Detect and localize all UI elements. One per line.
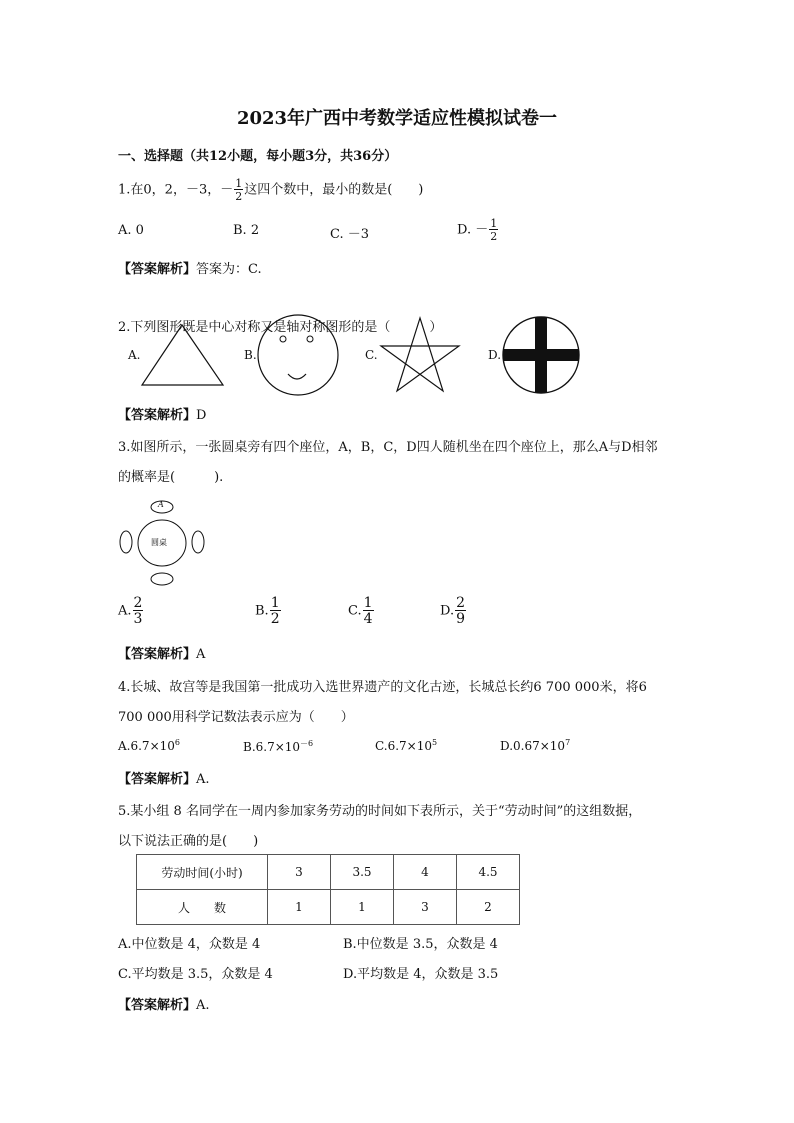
row-cell: 1 [331,890,394,925]
seat-bottom [151,573,173,585]
q4-option-a: $A.6.7\times 10^6$ [118,738,180,753]
q3-option-b: B. $\frac{1}{2}$ [255,595,280,627]
q5-option-b: B.中位数是 3.5，众数是 4 [343,937,498,952]
q1-option-c: C. －3 [330,227,370,242]
q4-option-d: $D.0.67\times 10^7$ [500,738,571,753]
table-row [137,890,520,925]
q2-label-d: D. [488,348,502,362]
page-title: 2023年广西中考数学适应性模拟试卷一 [236,108,558,129]
header-cell: 3 [268,855,331,890]
q2-label-c: C. [365,348,378,362]
header-cell: 4 [394,855,457,890]
table-label: 圆桌 [151,538,167,547]
q5-line1: 5.某小组 8 名同学在一周内参加家务劳动的时间如下表所示，关于“劳动时间”的这组数据， [118,804,642,819]
row-cell: 3 [394,890,457,925]
q1-fraction: $\frac{1}{2}$ [235,177,243,203]
q1-stem: 1.在0，2，－3，－ $\frac{1}{2}$ 这四个数中，最小的数是( ) [118,177,424,203]
table-row [137,855,520,890]
q4-line2: 700 000用科学记数法表示应为（ ） [118,710,354,725]
labor-time-table [136,854,520,925]
seat-left [120,531,132,553]
q1-option-a: A. 0 [118,223,144,238]
q3-option-a: A. $\frac{2}{3}$ [118,595,143,627]
q2-label-a: A. [128,348,141,362]
q2-answer: 【答案解析】D [118,408,207,423]
q3-option-d: D. $\frac{2}{9}$ [440,595,466,627]
q5-option-c: C.平均数是 3.5，众数是 4 [118,967,273,982]
seat-a-label: A [158,500,164,509]
q5-line2: 以下说法正确的是( ) [118,834,259,849]
row-cell: 人 数 [137,890,268,925]
q3-answer: 【答案解析】A [118,647,206,662]
q2-stem: 2.下列图形既是中心对称又是轴对称图形的是（ ） [118,320,443,335]
q4-line1: 4.长城、故宫等是我国第一批成功入选世界遗产的文化古迹，长城总长约6 700 000米，将6 [118,680,647,695]
q5-option-d: D.平均数是 4，众数是 3.5 [343,967,499,982]
seat-right [192,531,204,553]
q1-answer: 【答案解析】答案为：C. [118,262,262,277]
header-cell: 3.5 [331,855,394,890]
section-heading: 一、选择题（共12小题，每小题3分，共36分） [118,149,398,164]
q2-label-b: B. [244,348,257,362]
q5-option-a: A.中位数是 4，众数是 4 [118,937,261,952]
row-cell: 1 [268,890,331,925]
header-cell: 4.5 [457,855,520,890]
q5-answer: 【答案解析】A. [118,998,210,1013]
q4-option-c: $C.6.7\times 10^5$ [375,738,438,753]
q1-option-d: D. － $\frac{1}{2}$ [457,217,498,243]
q4-answer: 【答案解析】A. [118,772,210,787]
row-cell: 2 [457,890,520,925]
q3-line2: 的概率是( ). [118,470,224,485]
q3-option-c: C. $\frac{1}{4}$ [348,595,373,627]
q3-line1: 3.如图所示，一张圆桌旁有四个座位，A，B，C，D四人随机坐在四个座位上，那么A与D相邻 [118,440,658,455]
q4-option-b: $B.6.7\times 10^{-6}$ [243,739,314,754]
q1-option-b: B. 2 [233,223,260,238]
header-cell: 劳动时间(小时) [137,855,268,890]
